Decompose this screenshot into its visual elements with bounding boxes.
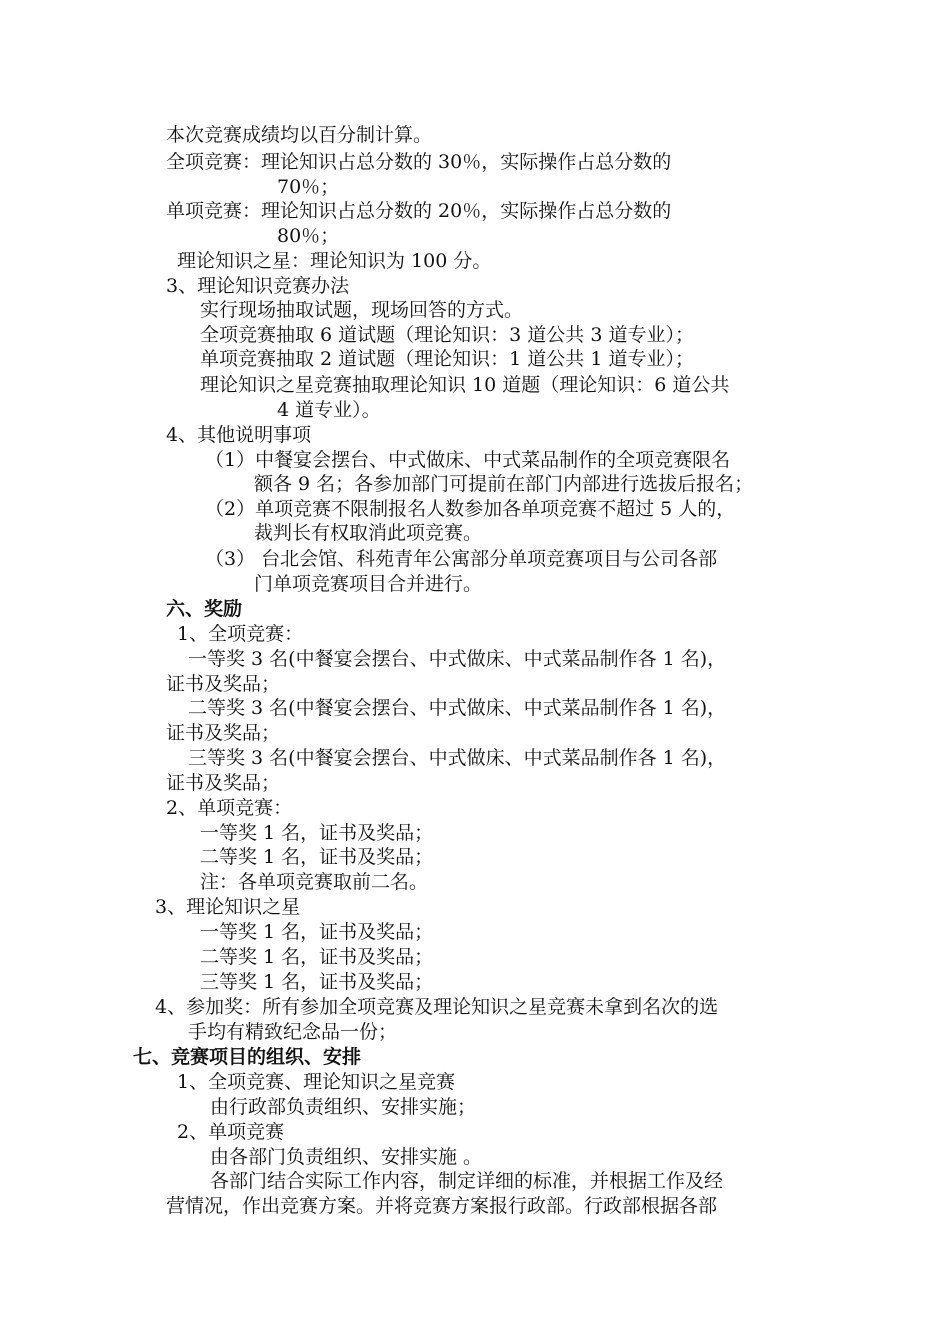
awards-heading: 六、奖励 xyxy=(166,598,243,620)
theory-method-line1: 实行现场抽取试题，现场回答的方式。 xyxy=(200,299,524,321)
awards-full-heading: 1、全项竞赛： xyxy=(177,623,304,645)
other-notes-item2b: 裁判长有权取消此项竞赛。 xyxy=(254,522,483,544)
awards-third-b: 证书及奖品； xyxy=(166,772,281,794)
awards-first-b: 证书及奖品； xyxy=(166,673,281,695)
awards-star-heading: 3、理论知识之星 xyxy=(155,896,301,918)
awards-star-third: 三等奖 1 名，证书及奖品； xyxy=(200,971,434,993)
theory-method-line2: 全项竞赛抽取 6 道试题（理论知识：3 道公共 3 道专业）； xyxy=(200,324,694,346)
other-notes-item1b: 额各 9 名；各参加部门可提前在部门内部进行选拔后报名； xyxy=(254,473,754,495)
scoring-single-event-line2: 80％； xyxy=(277,225,340,247)
awards-single-note: 注：各单项竞赛取前二名。 xyxy=(200,871,429,893)
theory-method-line3: 单项竞赛抽取 2 道试题（理论知识：1 道公共 1 道专业）； xyxy=(200,348,694,370)
organization-item2-heading: 2、单项竞赛 xyxy=(177,1121,285,1143)
scoring-full-event-line2: 70％； xyxy=(277,176,340,198)
other-notes-item3a: （3） 台北会馆、科苑青年公寓部分单项竞赛项目与公司各部 xyxy=(205,548,718,570)
other-notes-heading: 4、其他说明事项 xyxy=(166,424,312,446)
awards-third-a: 三等奖 3 名(中餐宴会摆台、中式做床、中式菜品制作各 1 名)， xyxy=(188,747,727,769)
awards-participation-a: 4、参加奖：所有参加全项竞赛及理论知识之星竞赛未拿到名次的选 xyxy=(155,996,719,1018)
other-notes-item1a: （1）中餐宴会摆台、中式做床、中式菜品制作的全项竞赛限名 xyxy=(205,449,731,471)
organization-item1-heading: 1、全项竞赛、理论知识之星竞赛 xyxy=(177,1071,456,1093)
organization-item2-body: 由各部门负责组织、安排实施 。 xyxy=(210,1146,483,1168)
theory-method-line4a: 理论知识之星竞赛抽取理论知识 10 道题（理论知识：6 道公共 xyxy=(200,374,730,396)
awards-single-first: 一等奖 1 名，证书及奖品； xyxy=(200,822,434,844)
awards-star-first: 一等奖 1 名，证书及奖品； xyxy=(200,921,434,943)
organization-item1-body: 由行政部负责组织、安排实施； xyxy=(210,1096,477,1118)
other-notes-item2a: （2）单项竞赛不限制报名人数参加各单项竞赛不超过 5 人的， xyxy=(205,498,736,520)
awards-second-b: 证书及奖品； xyxy=(166,722,281,744)
theory-method-line4b: 4 道专业）。 xyxy=(277,399,381,421)
awards-single-heading: 2、单项竞赛： xyxy=(166,797,293,819)
scoring-full-event-line1: 全项竞赛：理论知识占总分数的 30％，实际操作占总分数的 xyxy=(166,151,672,173)
awards-first-a: 一等奖 3 名(中餐宴会摆台、中式做床、中式菜品制作各 1 名)， xyxy=(188,648,727,670)
awards-second-a: 二等奖 3 名(中餐宴会摆台、中式做床、中式菜品制作各 1 名)， xyxy=(188,697,727,719)
awards-single-second: 二等奖 1 名，证书及奖品； xyxy=(200,846,434,868)
awards-star-second: 二等奖 1 名，证书及奖品； xyxy=(200,946,434,968)
organization-heading: 七、竞赛项目的组织、安排 xyxy=(133,1046,362,1068)
organization-para-b: 营情况，作出竞赛方案。并将竞赛方案报行政部。行政部根据各部 xyxy=(166,1195,718,1217)
scoring-star: 理论知识之星：理论知识为 100 分。 xyxy=(177,250,492,272)
organization-para-a: 各部门结合实际工作内容，制定详细的标准，并根据工作及经 xyxy=(210,1170,724,1192)
other-notes-item3b: 门单项竞赛项目合并进行。 xyxy=(254,573,483,595)
awards-participation-b: 手均有精致纪念品一份； xyxy=(188,1021,398,1043)
theory-method-heading: 3、理论知识竞赛办法 xyxy=(166,275,350,297)
scoring-intro: 本次竞赛成绩均以百分制计算。 xyxy=(166,124,433,146)
scoring-single-event-line1: 单项竞赛：理论知识占总分数的 20％，实际操作占总分数的 xyxy=(166,200,672,222)
